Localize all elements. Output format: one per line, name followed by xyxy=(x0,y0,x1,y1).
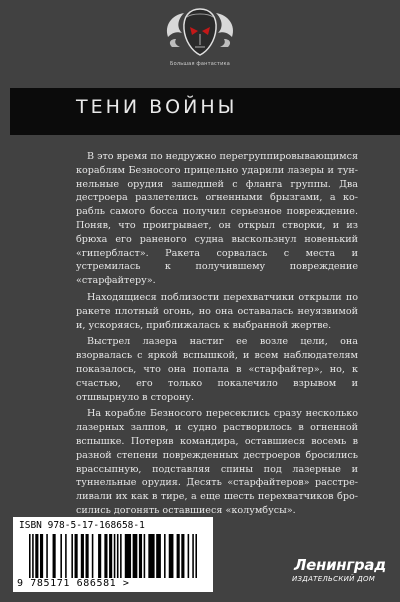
barcode-bar xyxy=(109,534,112,578)
barcode-bar xyxy=(86,534,89,578)
barcode-bar xyxy=(32,534,34,578)
barcode-bar xyxy=(114,534,116,578)
barcode-panel xyxy=(13,517,213,592)
paragraph: Находящиеся поблизости перехватчики открыли по ракете плотный огонь, но она оставалась неуязвимой и, ускоряясь, приближалась к выбранной жертве. xyxy=(76,291,358,331)
barcode-bar xyxy=(144,534,146,578)
emblem-caption: Большая фантастика xyxy=(169,61,231,67)
barcode-bar xyxy=(65,534,67,578)
barcode-bar xyxy=(71,534,73,578)
book-title: ТЕНИ ВОЙНЫ xyxy=(76,96,238,118)
paragraph: В это время по недружно перегруппировывающимся кораблям Безносого прицельно ударили лазеры и туннельные орудия зашедшей с фланга группы. Два дестроера разлетелись огненными брызгами, а корабль самого босса получил серьезное повреждение. Поняв, что проигрывает, он открыл створки, и из брюха его раненого судна выскользнул новенький «гипербласт». Ракета сорвалась с места и устремилась к получившему повреждение «старфайтеру». xyxy=(76,151,358,287)
barcode-bar xyxy=(139,534,142,578)
barcode-bar xyxy=(125,534,131,578)
paragraph: Выстрел лазера настиг ее возле цели, она взорвалась с яркой вспышкой, и всем наблюдателям показалось, что она попала в «старфайтер», но, к счастью, его только покалечило взрывом и отшвырнуло в сторону. xyxy=(76,336,358,403)
barcode-bar xyxy=(46,534,48,578)
barcode-bar xyxy=(81,534,84,578)
barcode-bar xyxy=(188,534,190,578)
mask-emblem-icon xyxy=(162,3,238,63)
paragraph: На корабле Безносого пересеклись сразу несколько лазерных залпов, и судно растворилось в огненной вспышке. Потеряв командира, оставшиеся восемь в разной степени поврежденных дестроеров бросились врассыпную, подставляя спины под лазерные и туннельные орудия. Десять «старфайтеров» расстреливали их как в тире, а еще шесть перехватчиков бросились догонять оставшиеся «колумбусы». xyxy=(76,408,358,516)
barcode-icon xyxy=(29,534,197,578)
barcode-bar xyxy=(192,534,194,578)
barcode-bar xyxy=(169,534,174,578)
barcode-bar xyxy=(117,534,119,578)
barcode-bar xyxy=(92,534,94,578)
barcode-digits: 9 785171 686581 > xyxy=(17,578,130,589)
barcode-bar xyxy=(177,534,180,578)
publisher-name: Ленинград xyxy=(294,556,386,574)
isbn-label: ISBN 978-5-17-168658-1 xyxy=(19,520,145,531)
barcode-bar xyxy=(181,534,184,578)
barcode-bar xyxy=(35,534,38,578)
barcode-bar xyxy=(40,534,43,578)
barcode-bar xyxy=(133,534,138,578)
barcode-bar xyxy=(98,534,101,578)
barcode-bar xyxy=(53,534,56,578)
barcode-bar xyxy=(60,534,62,578)
barcode-bar xyxy=(148,534,154,578)
barcode-bar xyxy=(195,534,197,578)
series-emblem xyxy=(162,3,238,69)
publisher-logo xyxy=(290,556,390,592)
barcode-bar xyxy=(164,534,166,578)
barcode-bar xyxy=(120,534,122,578)
annotation-text xyxy=(76,150,358,521)
barcode-bar xyxy=(104,534,107,578)
barcode-bar xyxy=(75,534,78,578)
title-band xyxy=(10,88,400,135)
barcode-bar xyxy=(156,534,161,578)
publisher-subtitle: ИЗДАТЕЛЬСКИЙ ДОМ xyxy=(292,575,376,583)
barcode-bar xyxy=(29,534,31,578)
